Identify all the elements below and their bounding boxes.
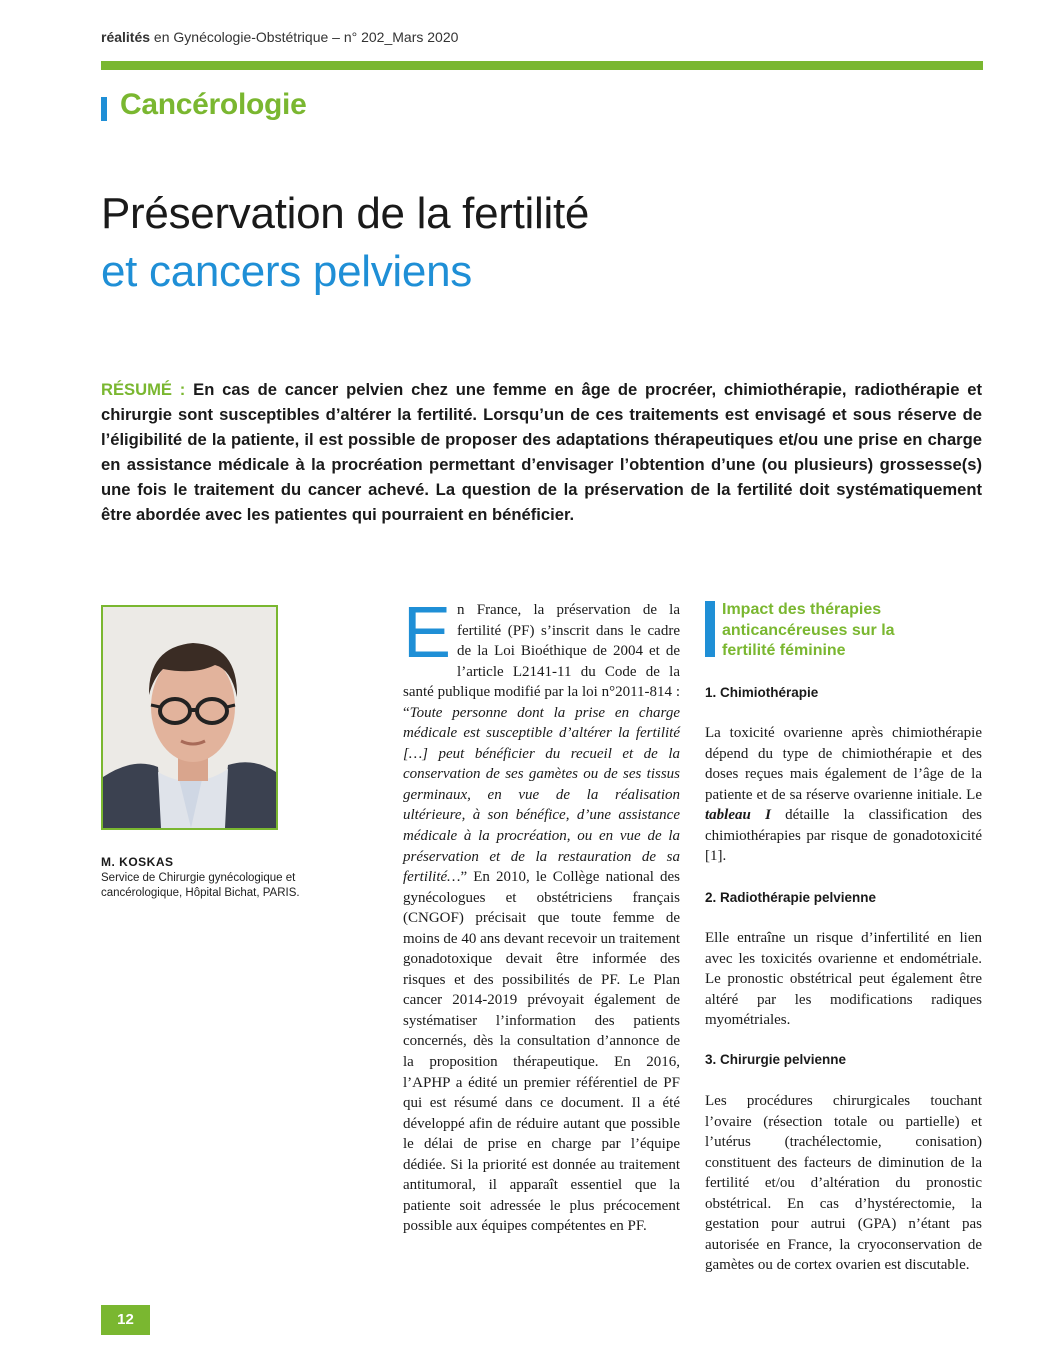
author-photo (101, 605, 278, 830)
subsection-heading-surgery: 3. Chirurgie pelvienne (705, 1052, 847, 1067)
header-rule (101, 61, 983, 70)
chemo-text-end: détaille la classification des chimiothérapies par risque de gonadotoxicité [1]. (705, 807, 982, 864)
author-name: M. KOSKAS (101, 855, 174, 869)
section-heading: Cancérologie (120, 88, 307, 121)
author-portrait-illustration (103, 607, 276, 828)
body-column (403, 593, 680, 1237)
chemo-text-start: La toxicité ovarienne après chimiothérapie dépend du type de chimiothérapie et des doses reçues mais également de l’âge de la patiente et de sa réserve ovarienne initiale. Le (705, 725, 982, 803)
section-marker (101, 97, 107, 121)
journal-header (101, 29, 458, 45)
subsection-heading-chemotherapy: 1. Chimiothérapie (705, 685, 819, 700)
body-intro: n France, la préservation de la fertilité (PF) s’inscrit dans le cadre de la Loi Bioéthique de 2004 et de l’article L2141-11 du Code de la santé publique modifié par la loi n°2011-814 : “ (403, 602, 680, 721)
article-title-line1: Préservation de la fertilité (101, 189, 590, 238)
body-continuation: ” En 2010, le Collège national des gynécologues et obstétriciens français (CNGOF) précisait que toute femme de moins de 40 ans devant recevoir un traitement gonadotoxique devait être informée des risques et des possibilités de PF. Le Plan cancer 2014-2019 prévoyait également de systématiser l’information des patients concernés, dès la consultation d’annonce de la proposition thérapeutique. En 2016, l’APHP a édité un premier référentiel de PF qui est résumé dans ce document. Il a été développé afin de réduire autant que possible le délai de prise en charge par l’équipe dédiée. Si la priorité est donnée au traitement antitumoral, il apparaît essentiel que la patiente soit adressée le plus précocement possible aux équipes compétentes en PF. (403, 869, 680, 1235)
table-reference: tableau I (705, 807, 771, 823)
journal-issue: en Gynécologie-Obstétrique – n° 202_Mars 2020 (150, 29, 459, 45)
journal-name: réalités (101, 29, 151, 45)
article-title-line2: et cancers pelviens (101, 247, 472, 296)
subsection-heading-radiotherapy: 2. Radiothérapie pelvienne (705, 890, 877, 905)
sidebar-title: Impact des thérapies anticancéreuses sur la fertilité féminine (722, 601, 895, 659)
abstract-text: En cas de cancer pelvien chez une femme en âge de procréer, chimiothérapie, radiothérapie et chirurgie sont susceptibles d’altérer la fertilité. Lorsqu’un de ces traitements est envisagé et sous réserve de l’éligibilité de la patiente, il est possible de proposer des adaptations thérapeutiques et/ou une prise en charge en assistance médicale à la procréation permettant d’envisager l’obtention d’une (ou plusieurs) grossesse(s) une fois le traitement du cancer achevé. La question de la préservation de la fertilité doit systématiquement être abordée avec les patientes qui pourraient en bénéficier. (101, 380, 982, 524)
author-affiliation: Service de Chirurgie gynécologique et cancérologique, Hôpital Bichat, PARIS. (101, 872, 300, 899)
page-number: 12 (117, 1311, 134, 1328)
subsection-text-surgery: Les procédures chirurgicales touchant l’ovaire (résection totale ou partielle) et l’utérus (trachélectomie, conisation) constituent des facteurs de diminution de la fertilité et/ou d’altération du pronostic obstétrical. En cas d’hystérectomie, la gestation pour autrui (GPA) n’étant pas autorisée en France, la cryoconservation de gamètes ou de cortex ovarien est discutable. (705, 1093, 982, 1273)
subsection-text-radiotherapy: Elle entraîne un risque d’infertilité en lien avec les toxicités ovarienne et endométriale. Le pronostic obstétrical peut également être altéré par les modifications radiques myométriales. (705, 930, 982, 1028)
drop-cap: E (403, 593, 452, 673)
sidebar-marker (705, 601, 715, 657)
subsection-text-chemotherapy (705, 723, 982, 867)
abstract (101, 377, 982, 527)
law-quote: Toute personne dont la prise en charge médicale est susceptible d’altérer la fertilité […] peut bénéficier du recueil et de la conservation de ses gamètes ou de ses tissus germinaux, en vue de la réalisation ultérieure, à son bénéfice, d’une assistance médicale à la procréation, ou en vue de la préservation et de la restauration de sa fertilité… (403, 704, 680, 886)
abstract-label: RÉSUMÉ : (101, 380, 186, 399)
